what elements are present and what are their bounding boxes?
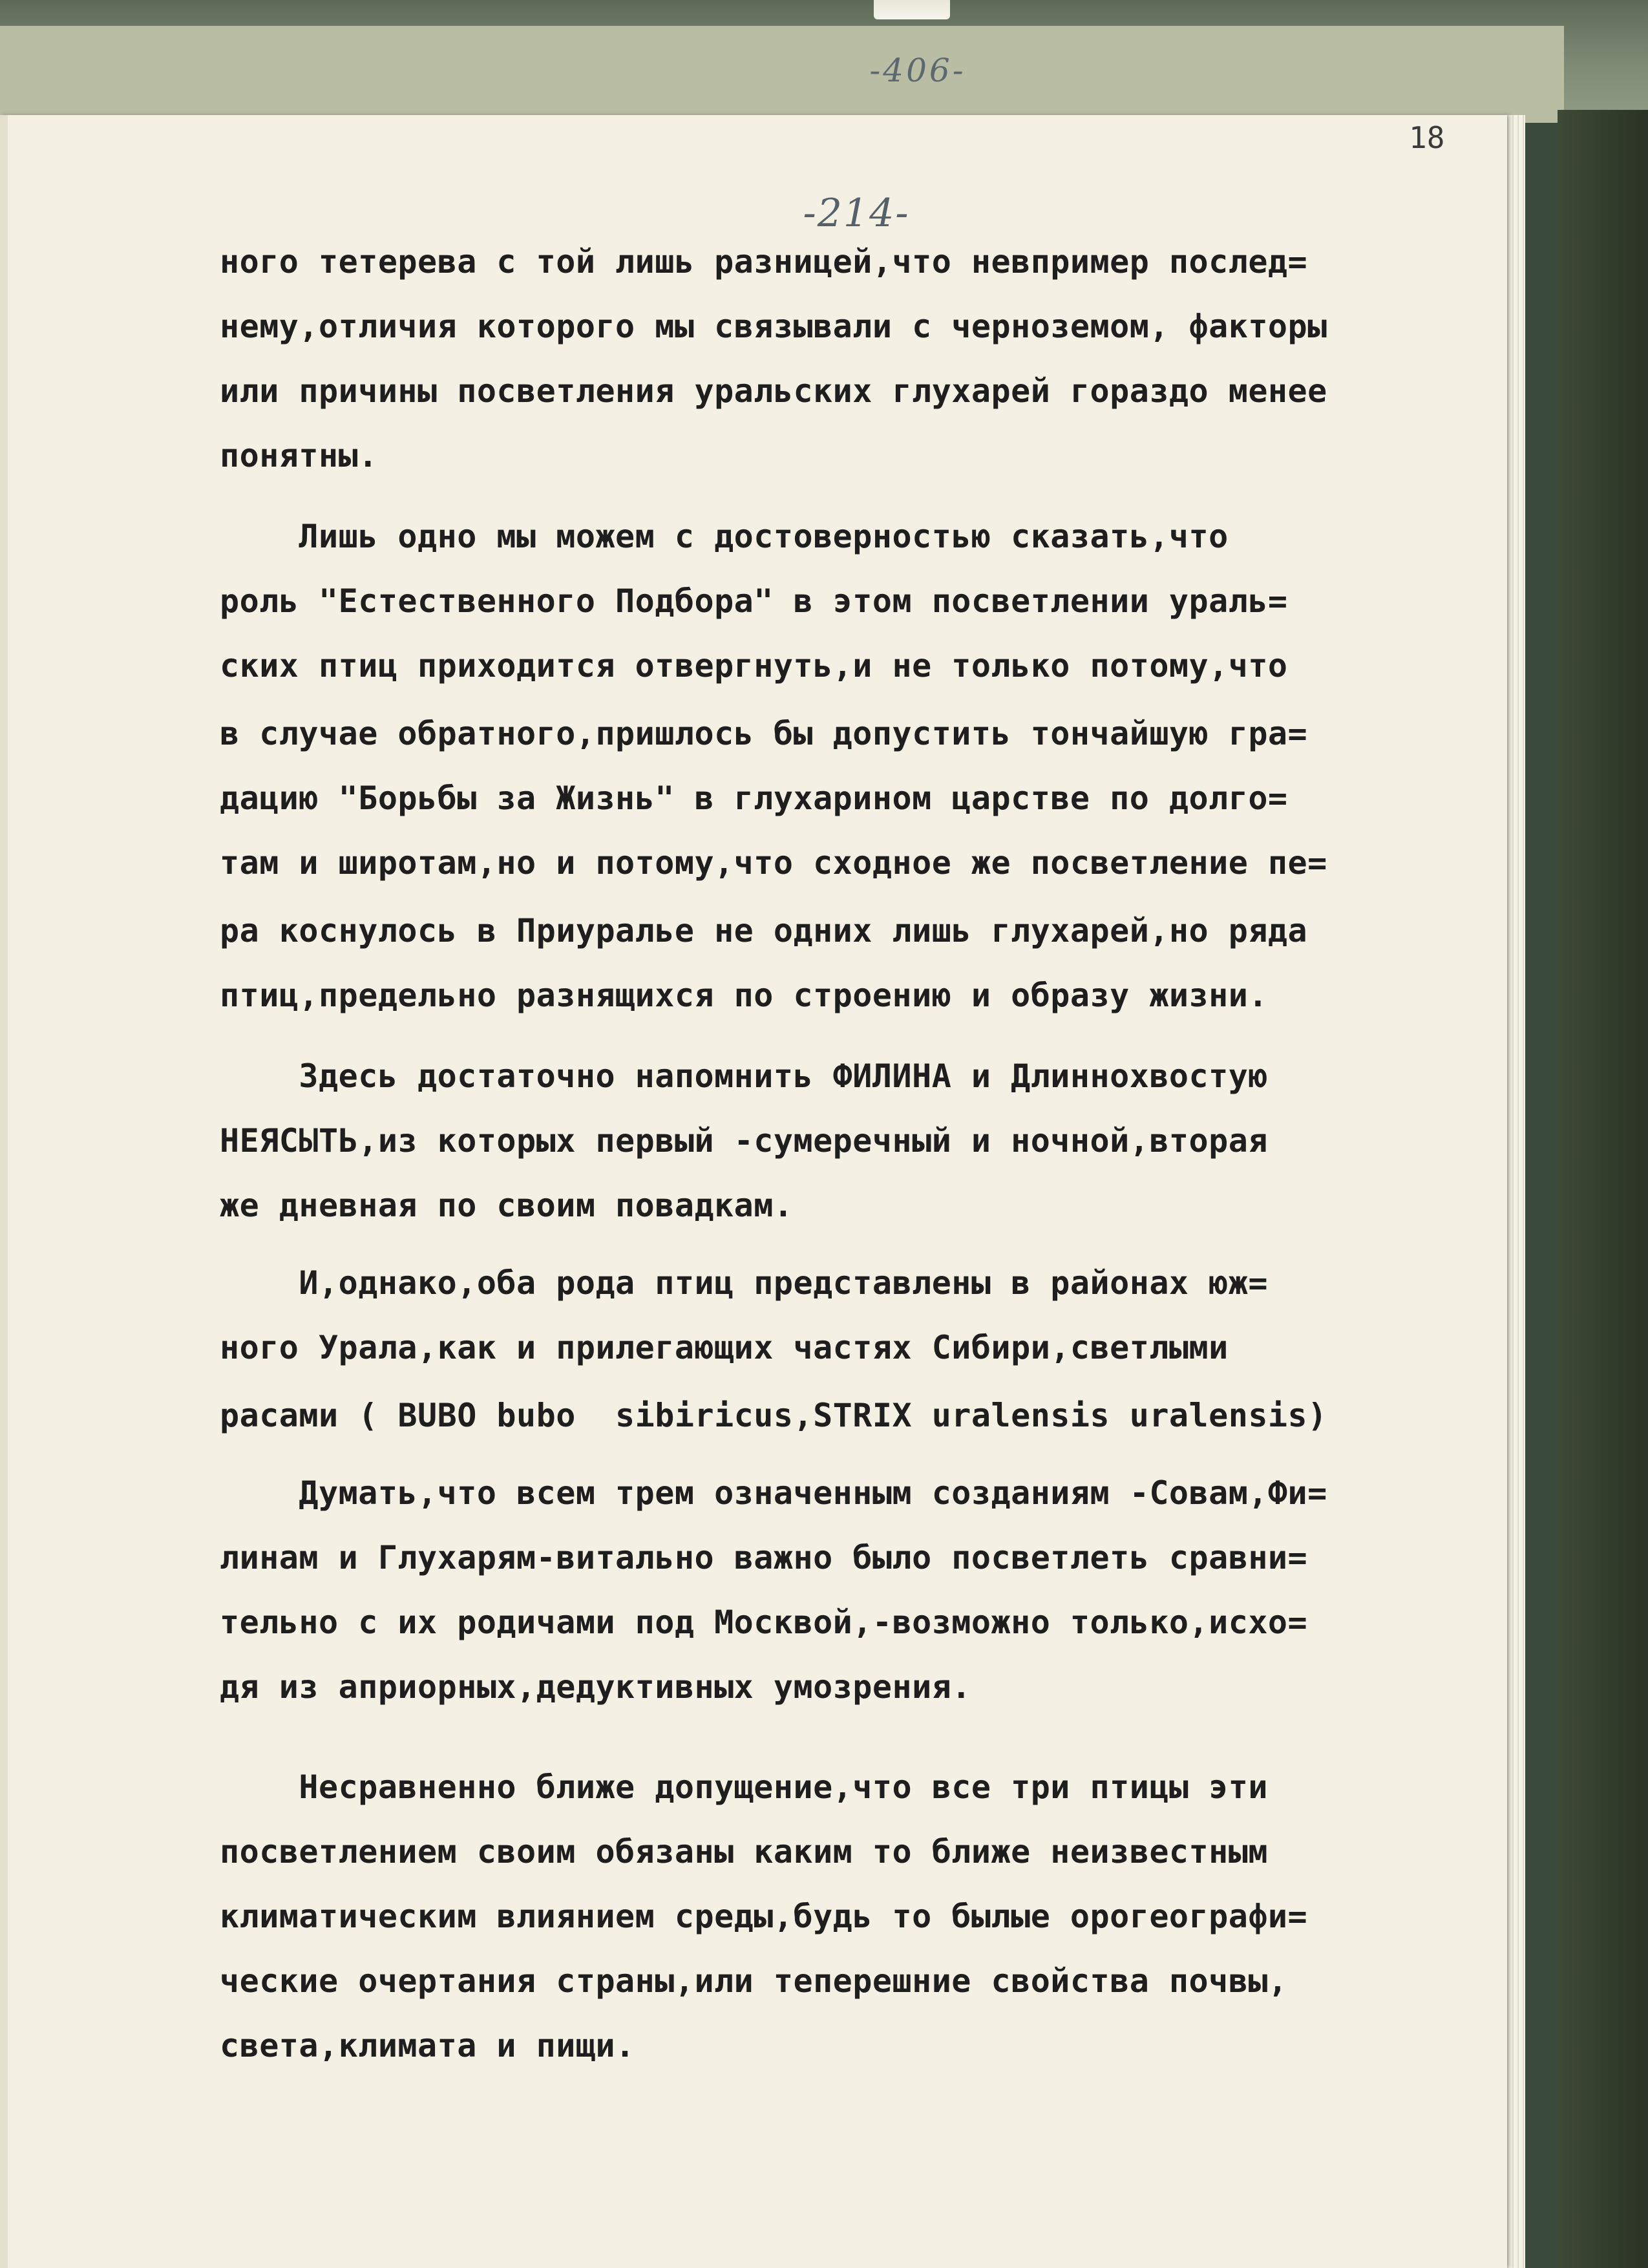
text-line: света,климата и пищи. — [220, 2027, 635, 2064]
text-line: Лишь одно мы можем с достоверностью сказать,что — [220, 518, 1229, 555]
text-line: в случае обратного,пришлось бы допустить тончайшую гра= — [220, 715, 1308, 752]
handwritten-page-number: -214- — [803, 191, 910, 236]
text-line: линам и Глухарям-витально важно было посветлеть сравни= — [220, 1539, 1308, 1576]
text-line: ческие очертания страны,или теперешние свойства почвы, — [220, 1962, 1288, 2000]
archive-number: -406- — [869, 52, 966, 89]
text-line: Думать,что всем трем означенным созданиям -Совам,Фи= — [220, 1474, 1327, 1512]
text-line: НЕЯСЫТЬ,из которых первый -сумеречный и ночной,вторая — [220, 1122, 1268, 1160]
text-line: понятны. — [220, 437, 378, 474]
text-line: Несравненно ближе допущение,что все три птицы эти — [220, 1768, 1268, 1806]
text-line: же дневная по своим повадкам. — [220, 1187, 794, 1224]
scan-background-right — [1558, 110, 1648, 2268]
text-line: посветлением своим обязаны каким то ближе неизвестным — [220, 1833, 1268, 1871]
text-line: дя из априорных,дедуктивных умозрения. — [220, 1668, 971, 1706]
text-line: ских птиц приходится отвергнуть,и не только потому,что — [220, 647, 1288, 684]
text-line: ного тетерева с той лишь разницей,что невпример послед= — [220, 243, 1308, 281]
text-line: или причины посветления уральских глухарей гораздо менее — [220, 372, 1327, 410]
back-sheet — [0, 26, 1564, 123]
text-line: птиц,предельно разнящихся по строению и образу жизни. — [220, 977, 1268, 1014]
text-line: дацию "Борьбы за Жизнь" в глухарином царстве по долго= — [220, 779, 1288, 817]
text-line: нему,отличия которого мы связывали с черноземом, факторы — [220, 308, 1327, 345]
text-line: И,однако,оба рода птиц представлены в районах юж= — [220, 1264, 1268, 1302]
text-line: тельно с их родичами под Москвой,-возможно только,исхо= — [220, 1604, 1308, 1641]
text-line: там и широтам,но и потому,что сходное же посветление пе= — [220, 844, 1327, 882]
text-line: ра коснулось в Приуралье не одних лишь глухарей,но ряда — [220, 912, 1308, 949]
text-line: климатическим влиянием среды,будь то былые орогеографи= — [220, 1898, 1308, 1935]
page-left-edge — [0, 115, 8, 2268]
paper-clip — [874, 0, 950, 19]
text-line: Здесь достаточно напомнить ФИЛИНА и Длиннохвостую — [220, 1057, 1268, 1095]
text-line: ного Урала,как и прилегающих частях Сибири,светлыми — [220, 1329, 1229, 1366]
text-line: роль "Естественного Подбора" в этом посветлении ураль= — [220, 582, 1288, 620]
page-number: 18 — [1409, 120, 1445, 155]
text-line: расами ( BUBO bubo sibiricus,STRIX uralensis uralensis) — [220, 1397, 1327, 1434]
